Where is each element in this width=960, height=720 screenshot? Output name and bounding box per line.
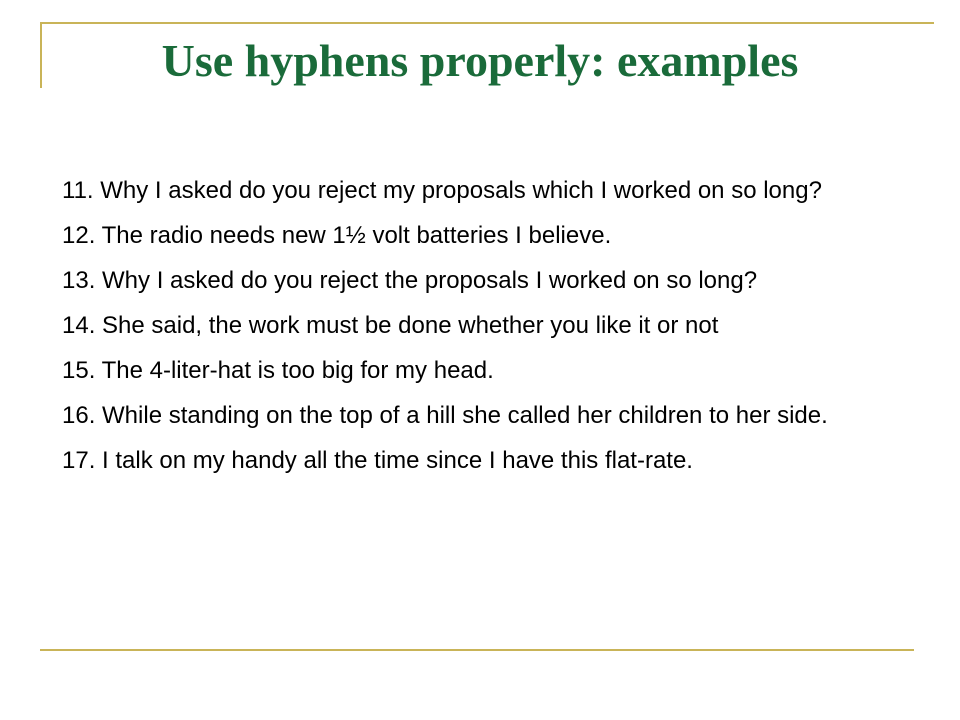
list-item: 15. The 4-liter-hat is too big for my head.: [62, 357, 494, 384]
list-item: 11. Why I asked do you reject my proposals which I worked on so long?: [62, 177, 822, 204]
list-item: 13. Why I asked do you reject the proposals I worked on so long?: [62, 267, 758, 294]
example-list: [62, 176, 922, 491]
top-rule-line: [40, 22, 934, 24]
list-item: 17. I talk on my handy all the time since I have this flat-rate.: [62, 447, 693, 474]
list-item: 12. The radio needs new 1½ volt batteries I believe.: [62, 222, 612, 249]
bottom-rule-line: [40, 649, 914, 651]
list-item: 14. She said, the work must be done whether you like it or not: [62, 312, 719, 339]
slide-title: Use hyphens properly: examples: [161, 35, 799, 86]
list-item: 16. While standing on the top of a hill she called her children to her side.: [62, 402, 828, 429]
